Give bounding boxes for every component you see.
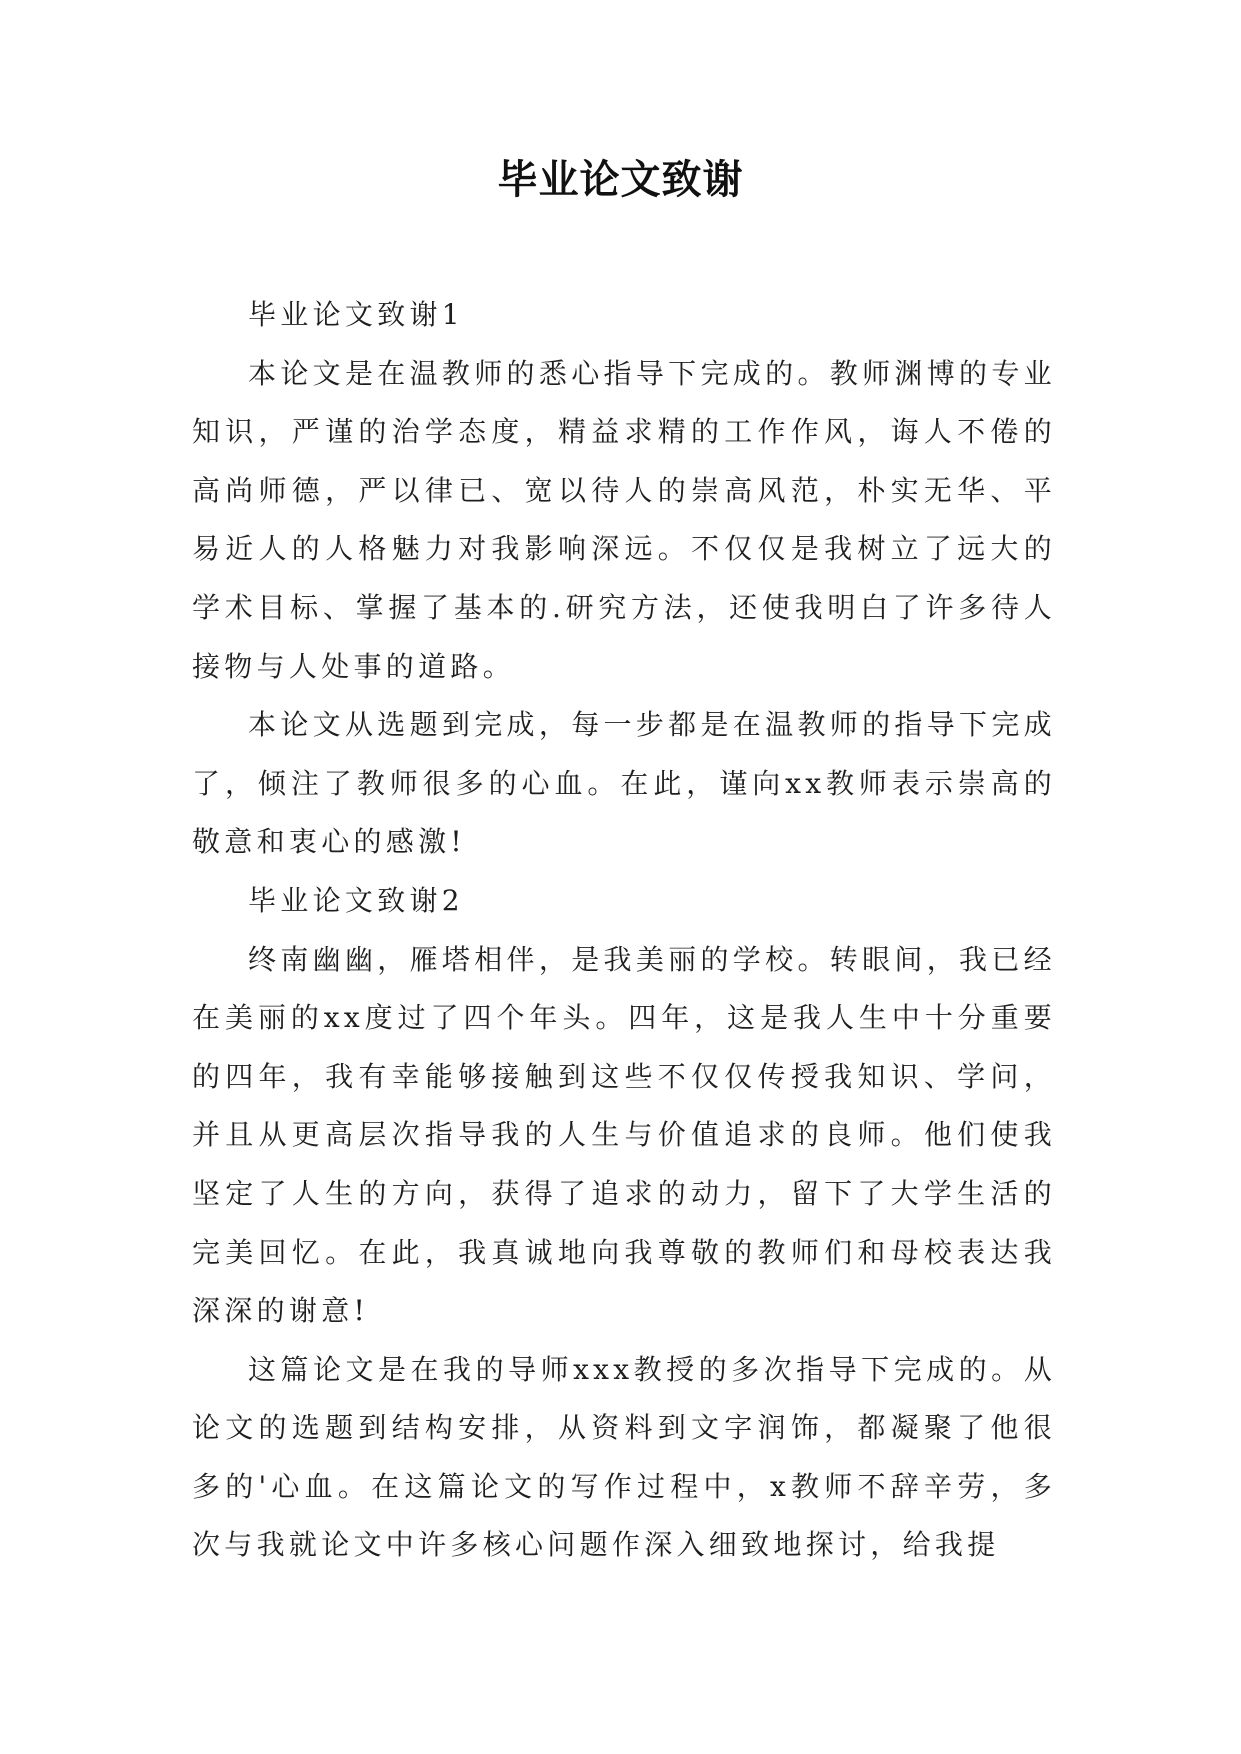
paragraph: 本论文从选题到完成，每一步都是在温教师的指导下完成了，倾注了教师很多的心血。在此，谨向xx教师表示崇高的敬意和衷心的感激! [192,708,1056,859]
paragraph: 终南幽幽，雁塔相伴，是我美丽的学校。转眼间，我已经在美丽的xx度过了四个年头。四年，这是我人生中十分重要的四年，我有幸能够接触到这些不仅仅传授我知识、学问，并且从更高层次指导我的人生与价值追求的良师。他们使我坚定了人生的方向，获得了追求的动力，留下了大学生活的完美回忆。在此，我真诚地向我尊敬的教师们和母校表达我深深的谢意! [192,942,1056,1328]
document-body [192,286,1056,1575]
paragraph: 这篇论文是在我的导师xxx教授的多次指导下完成的。从论文的选题到结构安排，从资料到文字润饰，都凝聚了他很多的'心血。在这篇论文的写作过程中，x教师不辞辛劳，多次与我就论文中许多核心问题作深入细致地探讨，给我提 [192,1352,1056,1562]
paragraph: 本论文是在温教师的悉心指导下完成的。教师渊博的专业知识，严谨的治学态度，精益求精的工作作风，诲人不倦的高尚师德，严以律已、宽以待人的崇高风范，朴实无华、平易近人的人格魅力对我影响深远。不仅仅是我树立了远大的学术目标、掌握了基本的.研究方法，还使我明白了许多待人接物与人处事的道路。 [192,356,1056,683]
document-title: 毕业论文致谢 [497,157,744,203]
section-heading-2: 毕业论文致谢2 [248,883,464,917]
section-heading-1: 毕业论文致谢1 [248,298,464,331]
